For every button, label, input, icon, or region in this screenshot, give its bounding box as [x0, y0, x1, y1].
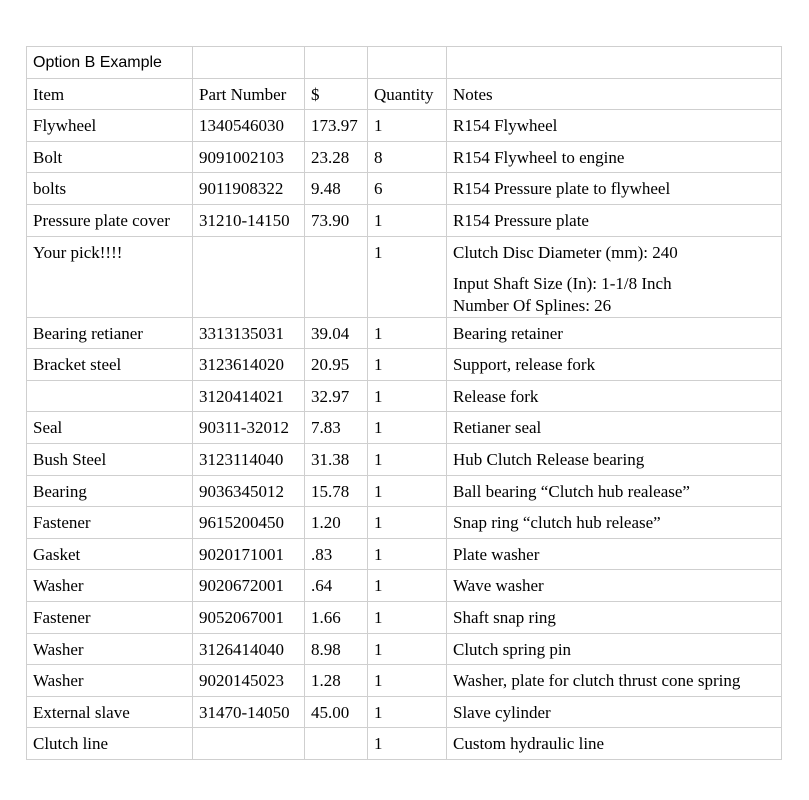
quantity-cell: 1: [368, 317, 447, 349]
price-cell: 45.00: [305, 696, 368, 728]
title-row-empty-cell: [368, 47, 447, 79]
price-cell: 73.90: [305, 204, 368, 236]
price-cell: 1.20: [305, 507, 368, 539]
quantity-cell: 1: [368, 538, 447, 570]
table-row: [27, 236, 782, 317]
note-line: Snap ring “clutch hub release”: [453, 513, 661, 533]
quantity-cell: 1: [368, 412, 447, 444]
part-number-cell: 9020672001: [193, 570, 305, 602]
header-row: [27, 78, 782, 110]
part-number-cell: 9011908322: [193, 173, 305, 205]
quantity-cell: 1: [368, 665, 447, 697]
price-cell: .83: [305, 538, 368, 570]
quantity-cell: 1: [368, 110, 447, 142]
item-cell: Bush Steel: [27, 443, 193, 475]
table-row: [27, 696, 782, 728]
price-cell: 15.78: [305, 475, 368, 507]
price-cell: 9.48: [305, 173, 368, 205]
parts-table: [26, 46, 782, 760]
item-cell: bolts: [27, 173, 193, 205]
price-cell: 39.04: [305, 317, 368, 349]
quantity-cell: 1: [368, 696, 447, 728]
part-number-cell: 3123614020: [193, 349, 305, 381]
part-number-cell: 90311-32012: [193, 412, 305, 444]
notes-cell: [447, 110, 782, 142]
table-row: [27, 475, 782, 507]
part-number-cell: 31210-14150: [193, 204, 305, 236]
item-cell: Pressure plate cover: [27, 204, 193, 236]
item-cell: Your pick!!!!: [27, 236, 193, 317]
part-number-cell: 9615200450: [193, 507, 305, 539]
notes-cell: [447, 570, 782, 602]
quantity-cell: 1: [368, 570, 447, 602]
item-cell: Washer: [27, 665, 193, 697]
part-number-cell: 3120414021: [193, 380, 305, 412]
note-line: R154 Flywheel to engine: [453, 147, 625, 167]
note-line: Retianer seal: [453, 418, 542, 438]
notes-cell: [447, 538, 782, 570]
quantity-cell: 1: [368, 349, 447, 381]
notes-cell: [447, 665, 782, 697]
part-number-cell: 3126414040: [193, 633, 305, 665]
note-line: Clutch spring pin: [453, 639, 572, 659]
item-cell: Washer: [27, 570, 193, 602]
note-line: R154 Flywheel: [453, 116, 558, 136]
notes-cell: [447, 601, 782, 633]
item-cell: Washer: [27, 633, 193, 665]
price-cell: [305, 236, 368, 317]
part-number-cell: [193, 236, 305, 317]
notes-cell: [447, 412, 782, 444]
price-cell: 23.28: [305, 141, 368, 173]
table-row: [27, 665, 782, 697]
quantity-cell: 1: [368, 204, 447, 236]
notes-cell: [447, 696, 782, 728]
table-row: [27, 443, 782, 475]
header-item: Item: [27, 78, 193, 110]
note-line: Number Of Splines: 26: [453, 295, 612, 315]
note-line: Wave washer: [453, 576, 544, 596]
header-notes: Notes: [447, 78, 782, 110]
quantity-cell: 1: [368, 728, 447, 760]
notes-cell: [447, 475, 782, 507]
part-number-cell: [193, 728, 305, 760]
quantity-cell: 1: [368, 443, 447, 475]
notes-cell: [447, 141, 782, 173]
price-cell: .64: [305, 570, 368, 602]
notes-cell: [447, 204, 782, 236]
note-line: Bearing retainer: [453, 323, 563, 343]
item-cell: Bolt: [27, 141, 193, 173]
table-row: [27, 349, 782, 381]
notes-cell: [447, 317, 782, 349]
note-line: Input Shaft Size (In): 1-1/8 Inch: [453, 273, 672, 293]
header-quantity: Quantity: [368, 78, 447, 110]
note-line: Washer, plate for clutch thrust cone spring: [453, 671, 741, 691]
price-cell: [305, 728, 368, 760]
quantity-cell: 1: [368, 475, 447, 507]
quantity-cell: 1: [368, 236, 447, 317]
notes-cell: [447, 349, 782, 381]
price-cell: 20.95: [305, 349, 368, 381]
price-cell: 32.97: [305, 380, 368, 412]
price-cell: 7.83: [305, 412, 368, 444]
item-cell: Fastener: [27, 507, 193, 539]
part-number-cell: 3123114040: [193, 443, 305, 475]
table-row: [27, 380, 782, 412]
quantity-cell: 1: [368, 601, 447, 633]
table-row: [27, 601, 782, 633]
notes-cell: [447, 728, 782, 760]
notes-cell: [447, 443, 782, 475]
notes-cell: [447, 173, 782, 205]
price-cell: 8.98: [305, 633, 368, 665]
note-line: R154 Pressure plate: [453, 210, 589, 230]
item-cell: Fastener: [27, 601, 193, 633]
item-cell: Clutch line: [27, 728, 193, 760]
notes-cell: [447, 633, 782, 665]
title-row-empty-cell: [447, 47, 782, 79]
table-row: [27, 141, 782, 173]
table-row: [27, 507, 782, 539]
item-cell: [27, 380, 193, 412]
header-part-number: Part Number: [193, 78, 305, 110]
item-cell: Bearing retianer: [27, 317, 193, 349]
note-line: Plate washer: [453, 544, 540, 564]
quantity-cell: 1: [368, 507, 447, 539]
part-number-cell: 9052067001: [193, 601, 305, 633]
table-row: [27, 412, 782, 444]
note-gap: [453, 264, 781, 273]
note-line: Clutch Disc Diameter (mm): 240: [453, 242, 678, 262]
item-cell: Bracket steel: [27, 349, 193, 381]
note-line: Support, release fork: [453, 355, 596, 375]
part-number-cell: 9020145023: [193, 665, 305, 697]
part-number-cell: 9036345012: [193, 475, 305, 507]
quantity-cell: 1: [368, 633, 447, 665]
note-line: Shaft snap ring: [453, 607, 556, 627]
table-row: [27, 173, 782, 205]
part-number-cell: 3313135031: [193, 317, 305, 349]
table-row: [27, 538, 782, 570]
table-row: [27, 728, 782, 760]
note-line: Slave cylinder: [453, 702, 551, 722]
item-cell: External slave: [27, 696, 193, 728]
note-line: Hub Clutch Release bearing: [453, 449, 645, 469]
note-line: Ball bearing “Clutch hub realease”: [453, 481, 690, 501]
item-cell: Seal: [27, 412, 193, 444]
part-number-cell: 9091002103: [193, 141, 305, 173]
notes-cell: [447, 380, 782, 412]
item-cell: Gasket: [27, 538, 193, 570]
table-row: [27, 633, 782, 665]
part-number-cell: 1340546030: [193, 110, 305, 142]
item-cell: Flywheel: [27, 110, 193, 142]
title-row: [27, 47, 782, 79]
table-row: [27, 110, 782, 142]
title-row-empty-cell: [305, 47, 368, 79]
table-row: [27, 204, 782, 236]
price-cell: 1.66: [305, 601, 368, 633]
header-price: $: [305, 78, 368, 110]
quantity-cell: 6: [368, 173, 447, 205]
quantity-cell: 1: [368, 380, 447, 412]
title-row-empty-cell: [193, 47, 305, 79]
table-row: [27, 570, 782, 602]
item-cell: Bearing: [27, 475, 193, 507]
table-row: [27, 317, 782, 349]
price-cell: 1.28: [305, 665, 368, 697]
notes-cell: [447, 236, 782, 317]
quantity-cell: 8: [368, 141, 447, 173]
notes-cell: [447, 507, 782, 539]
part-number-cell: 31470-14050: [193, 696, 305, 728]
price-cell: 173.97: [305, 110, 368, 142]
note-line: Custom hydraulic line: [453, 734, 605, 754]
note-line: R154 Pressure plate to flywheel: [453, 179, 671, 199]
sheet-title: Option B Example: [27, 47, 193, 79]
price-cell: 31.38: [305, 443, 368, 475]
note-line: Release fork: [453, 386, 539, 406]
part-number-cell: 9020171001: [193, 538, 305, 570]
